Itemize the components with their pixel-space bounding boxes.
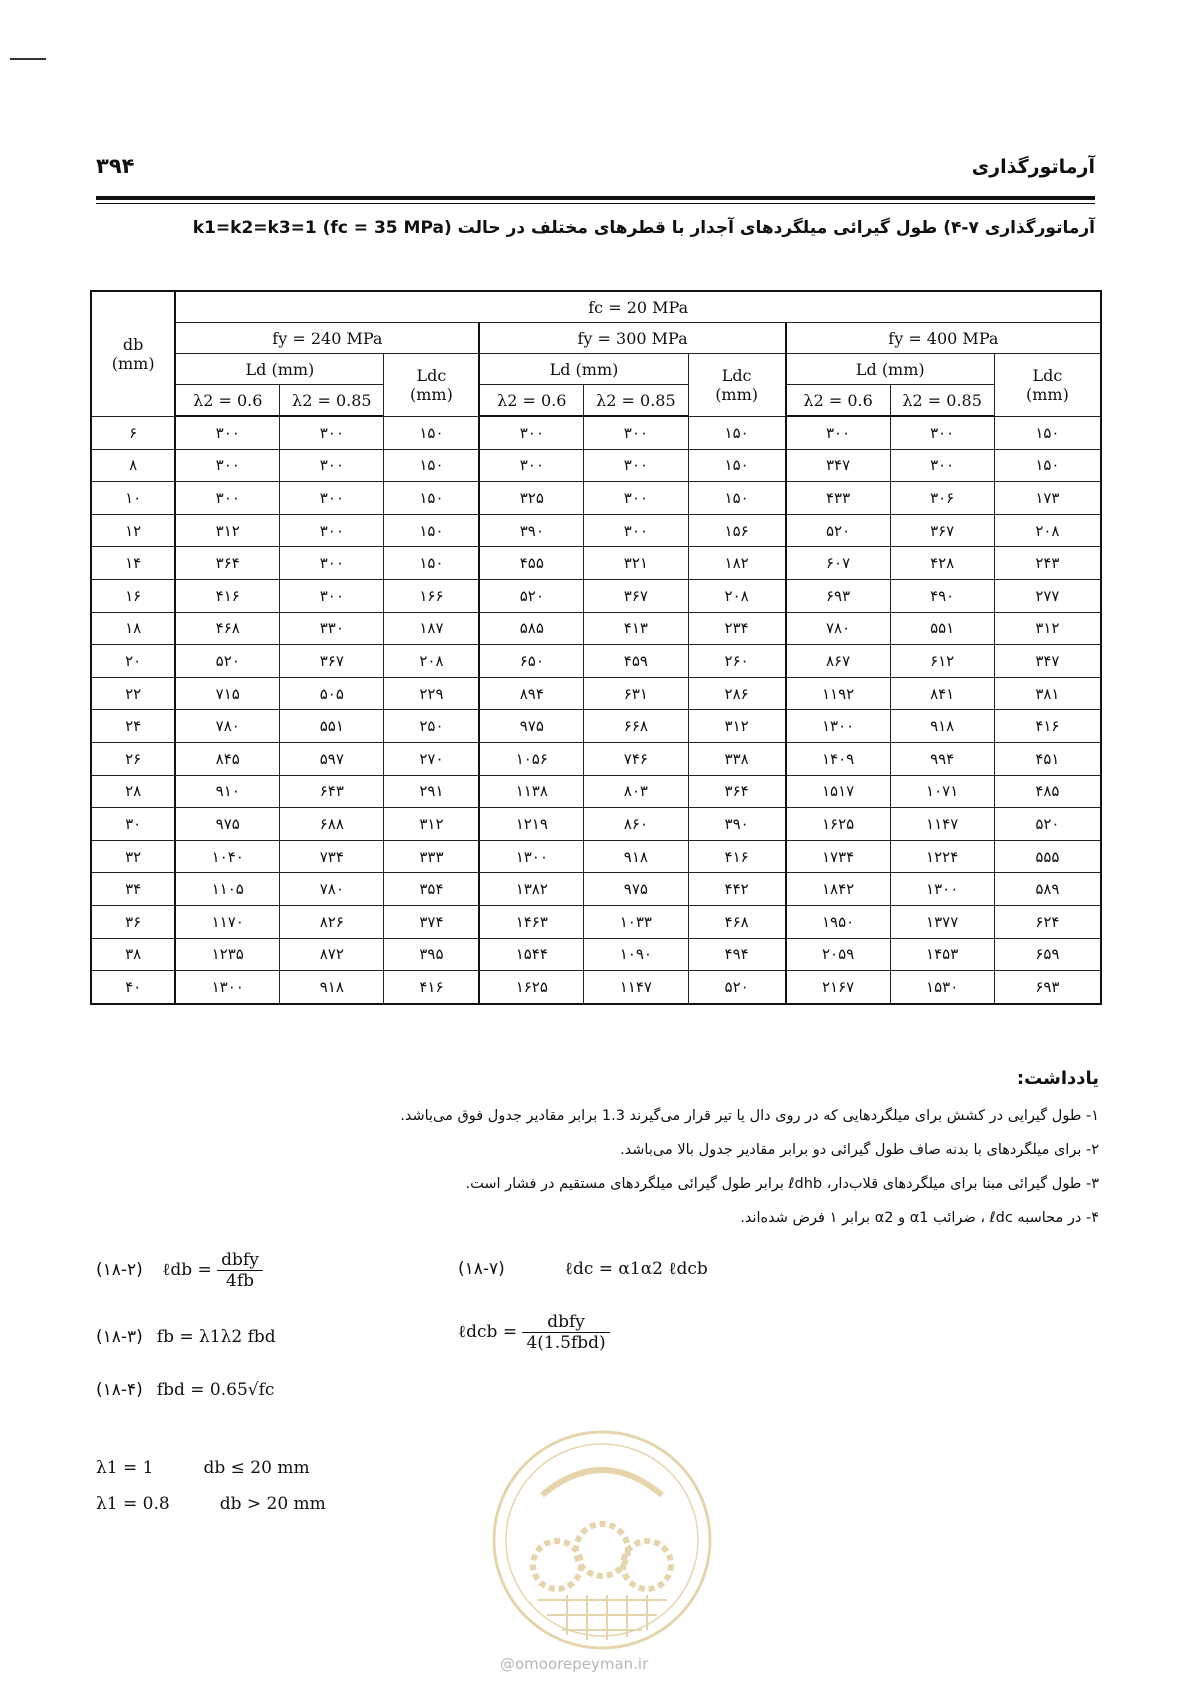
header-rule <box>96 196 1095 200</box>
table-cell: ۳۰۰ <box>890 416 994 449</box>
table-cell: ۲۷۷ <box>994 579 1101 612</box>
table-cell: ۱۶۲۵ <box>479 971 583 1004</box>
table-cell: ۳۶۷ <box>584 579 688 612</box>
table-cell: ۳۰۰ <box>584 449 688 482</box>
table-cell: ۳۰۰ <box>175 416 279 449</box>
table-cell: ۳۰۰ <box>175 449 279 482</box>
table-cell: ۸۴۱ <box>890 677 994 710</box>
table-cell: ۴۹۰ <box>890 579 994 612</box>
table-row <box>91 971 1101 1004</box>
fc-header: fc = 20 MPa <box>175 291 1101 323</box>
table-cell: ۴۸۵ <box>994 775 1101 808</box>
table-cell: ۴۵۵ <box>479 547 583 580</box>
formula-ldb: (۱۸-۲) ℓdb = $\frac{\text{dbfy}}{4fb}$ <box>96 1250 263 1291</box>
table-cell: ۹۱۰ <box>175 775 279 808</box>
lambda-condition: λ1 = 1 db ≤ 20 mm <box>96 1458 310 1478</box>
table-cell: ۱۵۴۴ <box>479 938 583 971</box>
table-cell: ۳۶۷ <box>890 514 994 547</box>
table-cell: ۱۴۶۳ <box>479 905 583 938</box>
table-cell: ۳۶۷ <box>280 645 384 678</box>
db-cell: ۳۶ <box>91 905 175 938</box>
table-cell: ۲۷۰ <box>384 742 479 775</box>
table-cell: ۳۰۰ <box>280 416 384 449</box>
formula-ldcb: ℓdcb = $\frac{\text{dbfy}}{\text{4(1.5fbd)}}$ <box>458 1312 610 1353</box>
table-cell: ۲۶۰ <box>688 645 786 678</box>
table-cell: ۳۰۶ <box>890 482 994 515</box>
table-cell: ۱۱۹۲ <box>786 677 890 710</box>
table-row <box>91 775 1101 808</box>
ld-header: Ld (mm) <box>175 354 384 385</box>
table-cell: ۷۸۰ <box>175 710 279 743</box>
chapter-title: آرماتورگذاری <box>971 156 1095 178</box>
table-cell: ۶۵۹ <box>994 938 1101 971</box>
table-cell: ۴۱۶ <box>994 710 1101 743</box>
db-cell: ۳۴ <box>91 873 175 906</box>
db-cell: ۲۴ <box>91 710 175 743</box>
note-item: ۲- برای میلگردهای با بدنه صاف طول گیرائی دو برابر مقادیر جدول بالا می‌باشد. <box>620 1142 1099 1158</box>
table-cell: ۸۹۴ <box>479 677 583 710</box>
table-cell: ۵۹۷ <box>280 742 384 775</box>
table-row <box>91 710 1101 743</box>
table-cell: ۱۲۲۴ <box>890 840 994 873</box>
table-cell: ۹۷۵ <box>584 873 688 906</box>
table-row <box>91 547 1101 580</box>
table-cell: ۳۰۰ <box>786 416 890 449</box>
table-cell: ۱۶۶ <box>384 579 479 612</box>
table-cell: ۱۲۱۹ <box>479 808 583 841</box>
table-cell: ۲۰۸ <box>688 579 786 612</box>
table-cell: ۲۰۵۹ <box>786 938 890 971</box>
table-cell: ۴۹۴ <box>688 938 786 971</box>
table-cell: ۵۸۹ <box>994 873 1101 906</box>
table-cell: ۱۵۰ <box>688 449 786 482</box>
table-cell: ۳۲۱ <box>584 547 688 580</box>
note-item: ۴- در محاسبه ℓdc ، ضرائب α1 و α2 برابر ۱ فرض شده‌اند. <box>740 1210 1099 1226</box>
table-row <box>91 579 1101 612</box>
table-cell: ۱۵۱۷ <box>786 775 890 808</box>
table-cell: ۹۱۸ <box>584 840 688 873</box>
table-cell: ۳۶۴ <box>175 547 279 580</box>
table-cell: ۳۳۳ <box>384 840 479 873</box>
lambda-header: λ2 = 0.85 <box>280 385 384 417</box>
table-cell: ۵۵۵ <box>994 840 1101 873</box>
table-cell: ۱۳۰۰ <box>175 971 279 1004</box>
table-cell: ۶۱۲ <box>890 645 994 678</box>
table-cell: ۱۹۵۰ <box>786 905 890 938</box>
lambda-header: λ2 = 0.6 <box>479 385 583 417</box>
table-cell: ۲۰۸ <box>384 645 479 678</box>
table-cell: ۳۰۰ <box>280 579 384 612</box>
table-cell: ۳۰۰ <box>175 482 279 515</box>
table-cell: ۸۶۰ <box>584 808 688 841</box>
table-cell: ۳۴۷ <box>994 645 1101 678</box>
ld-header: Ld (mm) <box>479 354 688 385</box>
db-cell: ۳۲ <box>91 840 175 873</box>
table-cell: ۳۱۲ <box>994 612 1101 645</box>
table-cell: ۸۲۶ <box>280 905 384 938</box>
table-cell: ۳۰۰ <box>280 449 384 482</box>
table-cell: ۳۰۰ <box>280 547 384 580</box>
table-row <box>91 612 1101 645</box>
fy-300-header: fy = 300 MPa <box>479 323 785 354</box>
table-cell: ۳۰۰ <box>479 449 583 482</box>
header-rule-thin <box>96 203 1095 204</box>
notes-heading: یادداشت: <box>1016 1068 1099 1089</box>
table-cell: ۶۲۴ <box>994 905 1101 938</box>
table-cell: ۶۹۳ <box>786 579 890 612</box>
table-row <box>91 808 1101 841</box>
db-cell: ۱۶ <box>91 579 175 612</box>
table-cell: ۹۱۸ <box>890 710 994 743</box>
table-caption: آرماتورگذاری ۷-۴) طول گیرائی میلگردهای آجدار با قطرهای مختلف در حالت k1=k2=k3=1 (fc = 35 MPa) <box>192 218 1095 238</box>
table-cell: ۹۱۸ <box>280 971 384 1004</box>
db-cell: ۳۰ <box>91 808 175 841</box>
table-cell: ۲۳۴ <box>688 612 786 645</box>
table-row <box>91 905 1101 938</box>
table-cell: ۷۳۴ <box>280 840 384 873</box>
table-cell: ۵۲۰ <box>688 971 786 1004</box>
table-cell: ۶۵۰ <box>479 645 583 678</box>
table-cell: ۱۴۵۳ <box>890 938 994 971</box>
table-row <box>91 840 1101 873</box>
table-cell: ۳۳۸ <box>688 742 786 775</box>
table-cell: ۱۶۲۵ <box>786 808 890 841</box>
table-cell: ۲۰۸ <box>994 514 1101 547</box>
table-cell: ۱۵۰ <box>384 514 479 547</box>
table-cell: ۱۱۷۰ <box>175 905 279 938</box>
table-cell: ۹۷۵ <box>479 710 583 743</box>
table-cell: ۴۳۳ <box>786 482 890 515</box>
table-cell: ۲۵۰ <box>384 710 479 743</box>
ldc-header: Ldc (mm) <box>994 354 1101 417</box>
table-cell: ۳۹۰ <box>688 808 786 841</box>
table-cell: ۳۵۴ <box>384 873 479 906</box>
lambda-header: λ2 = 0.85 <box>890 385 994 417</box>
table-cell: ۶۰۷ <box>786 547 890 580</box>
page-number: ۳۹۴ <box>96 154 135 178</box>
ldc-header: Ldc (mm) <box>384 354 479 417</box>
table-cell: ۱۳۰۰ <box>890 873 994 906</box>
table-cell: ۸۴۵ <box>175 742 279 775</box>
table-cell: ۱۵۰ <box>384 449 479 482</box>
table-cell: ۱۱۳۸ <box>479 775 583 808</box>
table-cell: ۱۸۷ <box>384 612 479 645</box>
lambda-condition: λ1 = 0.8 db > 20 mm <box>96 1494 326 1514</box>
table-cell: ۱۸۲ <box>688 547 786 580</box>
db-header: db (mm) <box>91 291 175 416</box>
table-cell: ۸۰۳ <box>584 775 688 808</box>
table-body <box>91 416 1101 1004</box>
db-cell: ۸ <box>91 449 175 482</box>
table-row <box>91 514 1101 547</box>
table-cell: ۶۸۸ <box>280 808 384 841</box>
table-cell: ۱۵۳۰ <box>890 971 994 1004</box>
db-cell: ۲۶ <box>91 742 175 775</box>
table-cell: ۴۱۶ <box>384 971 479 1004</box>
table-cell: ۵۲۰ <box>479 579 583 612</box>
table-cell: ۱۵۰ <box>384 482 479 515</box>
table-cell: ۴۱۶ <box>688 840 786 873</box>
table-cell: ۷۱۵ <box>175 677 279 710</box>
table-cell: ۵۸۵ <box>479 612 583 645</box>
table-cell: ۲۹۱ <box>384 775 479 808</box>
table-cell: ۵۵۱ <box>280 710 384 743</box>
table-cell: ۲۱۶۷ <box>786 971 890 1004</box>
table-cell: ۱۴۰۹ <box>786 742 890 775</box>
table-cell: ۶۴۳ <box>280 775 384 808</box>
table-row <box>91 873 1101 906</box>
table-cell: ۵۲۰ <box>786 514 890 547</box>
db-cell: ۱۸ <box>91 612 175 645</box>
formula-fb: (۱۸-۳) fb = λ1λ2 fbd <box>96 1327 276 1347</box>
table-cell: ۲۲۹ <box>384 677 479 710</box>
table-cell: ۴۵۱ <box>994 742 1101 775</box>
table-cell: ۳۸۱ <box>994 677 1101 710</box>
table-cell: ۱۳۸۲ <box>479 873 583 906</box>
formula-ldc: (۱۸-۷) ℓdc = α1α2 ℓdcb <box>458 1259 708 1279</box>
table-cell: ۵۵۱ <box>890 612 994 645</box>
table-cell: ۳۰۰ <box>584 514 688 547</box>
table-cell: ۴۲۸ <box>890 547 994 580</box>
table-cell: ۸۷۲ <box>280 938 384 971</box>
table-cell: ۱۰۷۱ <box>890 775 994 808</box>
db-cell: ۱۰ <box>91 482 175 515</box>
table-cell: ۱۳۷۷ <box>890 905 994 938</box>
table-cell: ۷۸۰ <box>786 612 890 645</box>
table-cell: ۷۴۶ <box>584 742 688 775</box>
table-cell: ۳۰۰ <box>584 482 688 515</box>
table-cell: ۱۵۰ <box>994 449 1101 482</box>
table-cell: ۷۸۰ <box>280 873 384 906</box>
db-cell: ۱۲ <box>91 514 175 547</box>
db-cell: ۳۸ <box>91 938 175 971</box>
notes <box>99 1068 1099 1235</box>
table-cell: ۲۴۳ <box>994 547 1101 580</box>
scan-mark <box>10 58 46 60</box>
table-cell: ۳۰۰ <box>584 416 688 449</box>
db-cell: ۴۰ <box>91 971 175 1004</box>
table-row <box>91 742 1101 775</box>
table-cell: ۱۳۰۰ <box>786 710 890 743</box>
table-cell: ۱۷۳ <box>994 482 1101 515</box>
table-cell: ۳۰۰ <box>890 449 994 482</box>
table-cell: ۳۱۲ <box>688 710 786 743</box>
table-cell: ۳۱۲ <box>384 808 479 841</box>
note-item: ۳- طول گیرائی مبنا برای میلگردهای قلاب‌دار، ℓdhb برابر طول گیرائی میلگردهای مستقیم در فشار است. <box>465 1176 1099 1192</box>
table-cell: ۴۱۶ <box>175 579 279 612</box>
ld-header: Ld (mm) <box>786 354 995 385</box>
formula-fbd: (۱۸-۴) fbd = 0.65√fc <box>96 1380 275 1400</box>
lambda-header: λ2 = 0.6 <box>786 385 890 417</box>
table-cell: ۱۰۴۰ <box>175 840 279 873</box>
table-cell: ۳۱۲ <box>175 514 279 547</box>
table-cell: ۳۹۵ <box>384 938 479 971</box>
table-cell: ۳۰۰ <box>280 482 384 515</box>
table-cell: ۳۶۴ <box>688 775 786 808</box>
table-cell: ۵۲۰ <box>175 645 279 678</box>
table-cell: ۹۷۵ <box>175 808 279 841</box>
table-cell: ۱۸۴۲ <box>786 873 890 906</box>
publisher-seal-logo <box>487 1425 717 1655</box>
table-cell: ۴۵۹ <box>584 645 688 678</box>
table-cell: ۳۴۷ <box>786 449 890 482</box>
table-cell: ۶۶۸ <box>584 710 688 743</box>
table-cell: ۵۰۵ <box>280 677 384 710</box>
table-row <box>91 449 1101 482</box>
watermark-text: @omoorepeyman.ir <box>500 1655 649 1673</box>
db-cell: ۲۲ <box>91 677 175 710</box>
lambda-header: λ2 = 0.6 <box>175 385 279 417</box>
table-row <box>91 645 1101 678</box>
table-cell: ۲۸۶ <box>688 677 786 710</box>
table-cell: ۱۵۶ <box>688 514 786 547</box>
table-cell: ۱۵۰ <box>688 416 786 449</box>
table-row <box>91 482 1101 515</box>
table-cell: ۱۵۰ <box>384 416 479 449</box>
table-cell: ۱۲۳۵ <box>175 938 279 971</box>
fy-240-header: fy = 240 MPa <box>175 323 479 354</box>
table-cell: ۱۰۳۳ <box>584 905 688 938</box>
table-cell: ۶۹۳ <box>994 971 1101 1004</box>
table-cell: ۵۲۰ <box>994 808 1101 841</box>
table-cell: ۴۴۲ <box>688 873 786 906</box>
db-cell: ۲۰ <box>91 645 175 678</box>
table-cell: ۳۲۵ <box>479 482 583 515</box>
table-row <box>91 416 1101 449</box>
table-row <box>91 677 1101 710</box>
note-item: ۱- طول گیرایی در کشش برای میلگردهایی که در روی دال یا تیر قرار می‌گیرند 1.3 برابر مقادیر جدول فوق می‌باشد. <box>400 1108 1099 1124</box>
table-cell: ۳۷۴ <box>384 905 479 938</box>
table-cell: ۱۰۹۰ <box>584 938 688 971</box>
table-cell: ۱۵۰ <box>688 482 786 515</box>
ldc-header: Ldc (mm) <box>688 354 786 417</box>
db-cell: ۱۴ <box>91 547 175 580</box>
running-header <box>96 150 1095 194</box>
table-cell: ۴۶۸ <box>688 905 786 938</box>
table-cell: ۳۹۰ <box>479 514 583 547</box>
table-cell: ۹۹۴ <box>890 742 994 775</box>
table-cell: ۳۳۰ <box>280 612 384 645</box>
table-cell: ۶۳۱ <box>584 677 688 710</box>
table-cell: ۱۵۰ <box>994 416 1101 449</box>
table-cell: ۳۰۰ <box>280 514 384 547</box>
table-cell: ۱۳۰۰ <box>479 840 583 873</box>
table-cell: ۳۰۰ <box>479 416 583 449</box>
table-cell: ۸۶۷ <box>786 645 890 678</box>
development-length-table <box>90 290 1102 1005</box>
table-cell: ۱۱۰۵ <box>175 873 279 906</box>
fy-400-header: fy = 400 MPa <box>786 323 1101 354</box>
table-cell: ۱۱۴۷ <box>584 971 688 1004</box>
table-cell: ۱۵۰ <box>384 547 479 580</box>
lambda-header: λ2 = 0.85 <box>584 385 688 417</box>
table-cell: ۴۶۸ <box>175 612 279 645</box>
table-cell: ۴۱۳ <box>584 612 688 645</box>
table-cell: ۱۱۴۷ <box>890 808 994 841</box>
table-row <box>91 938 1101 971</box>
table-cell: ۱۷۳۴ <box>786 840 890 873</box>
db-cell: ۲۸ <box>91 775 175 808</box>
db-cell: ۶ <box>91 416 175 449</box>
table-cell: ۱۰۵۶ <box>479 742 583 775</box>
